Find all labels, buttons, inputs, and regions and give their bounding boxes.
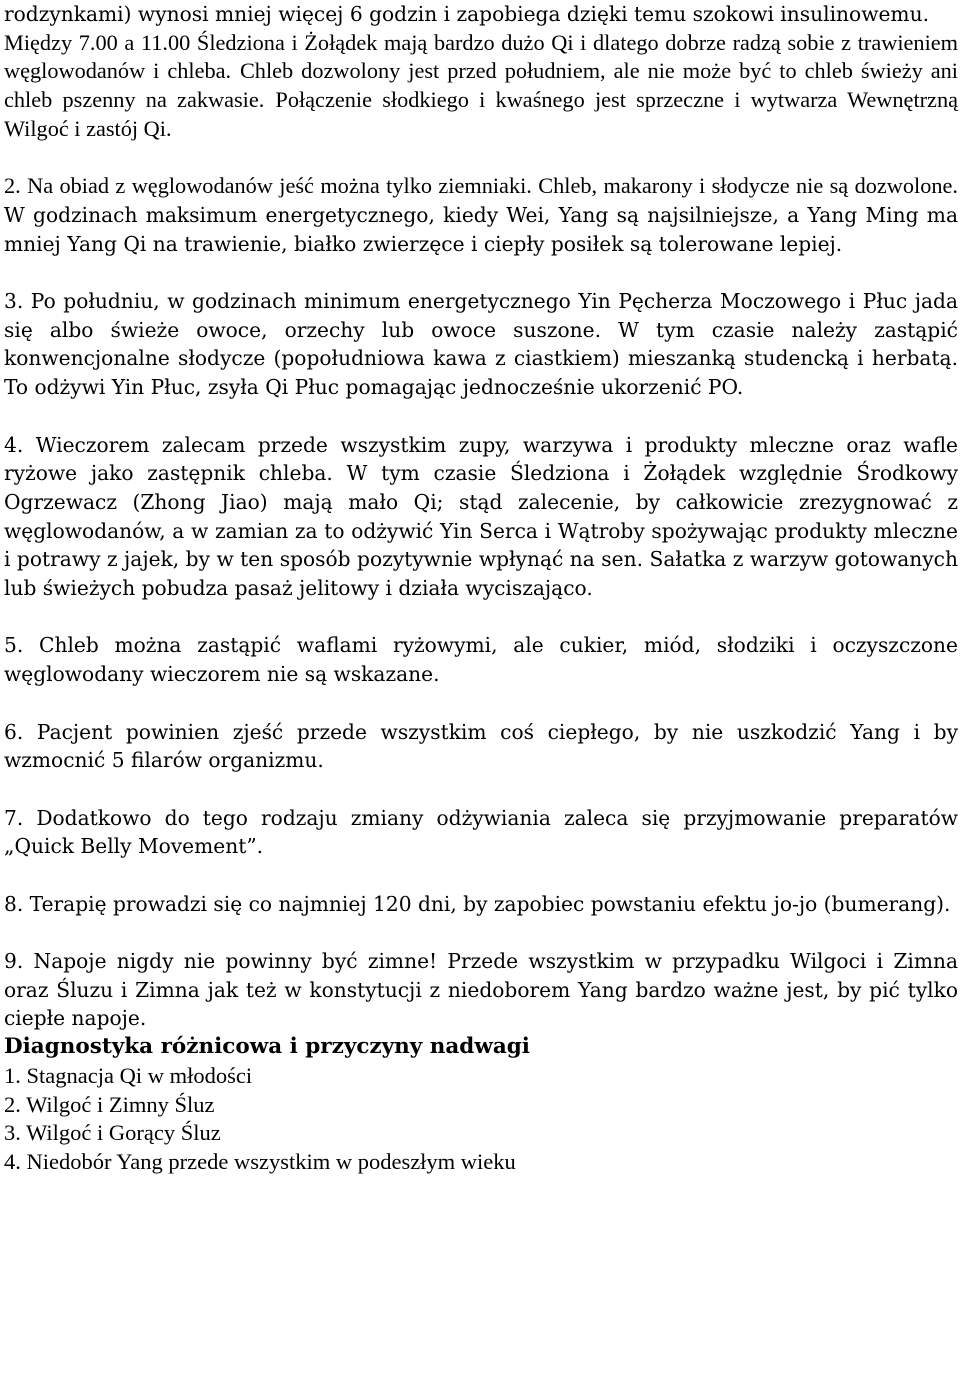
paragraph-item-3 (4, 287, 958, 402)
text-item-7: 7. Dodatkowo do tego rodzaju zmiany odżywiania zaleca się przyjmowanie preparatów „Quick Belly Movement”. (4, 805, 958, 859)
list-item: 2. Wilgoć i Zimny Śluz (4, 1091, 215, 1117)
section-heading: Diagnostyka różnicowa i przyczyny nadwagi (4, 1034, 530, 1060)
list-item: 3. Wilgoć i Gorący Śluz (4, 1120, 221, 1146)
text-morning-spleen: Między 7.00 a 11.00 Śledziona i Żołądek mają bardzo dużo Qi i dlatego dobrze radzą sobie z trawieniem węglowodanów i chleba. (4, 29, 958, 84)
text-item-4-salad: Sałatka z warzyw gotowanych lub świeżych pobudza pasaż jelitowy i działa wyciszająco. (4, 547, 958, 601)
text-item-6: 6. Pacjent powinien zjeść przede wszystkim coś ciepłego, by nie uszkodzić Yang i by wzmocnić 5 filarów organizmu. (4, 719, 958, 773)
paragraph-breakfast-end (4, 0, 958, 29)
paragraph-item-6 (4, 718, 958, 775)
text-breakfast-end: rodzynkami) wynosi mniej więcej 6 godzin i zapobiega dzięki temu szokowi insulinowemu. (4, 2, 929, 26)
text-item-3-afternoon: 3. Po południu, w godzinach minimum energetycznego Yin Pęcherza Moczowego i Płuc jada się albo świeże owoce, orzechy lub owoce suszone. (4, 289, 958, 342)
text-morning-bread: Chleb dozwolony jest przed południem, ale nie może być to chleb świeży ani chleb pszenny na zakwasie. (4, 58, 958, 113)
text-item-4-spleen: W tym czasie Śledziona i Żołądek względnie Środkowy Ogrzewacz (Zhong Jiao) mają mało Qi; stąd zalecenie, by całkowicie zrezygnować z węglowodanów, a w zamian za to odżywić Yin Serca i Wątroby spożywając produkty mleczne i potrawy z jajek, by w ten sposób pozytywnie wpłynąć na sen. (4, 461, 959, 572)
list-item: 4. Niedobór Yang przede wszystkim w podeszłym wieku (4, 1149, 516, 1174)
paragraph-item-2 (4, 172, 958, 258)
paragraph-item-9 (4, 947, 958, 1033)
paragraph-item-8 (4, 890, 958, 919)
text-morning-sweet-sour: Połączenie słodkiego i kwaśnego jest sprzeczne i wytwarza Wewnętrzną Wilgoć i zastój Qi. (4, 87, 958, 141)
paragraph-item-5 (4, 631, 958, 688)
text-item-3-lungs: To odżywi Yin Płuc, zsyła Qi Płuc pomagając jednocześnie ukorzenić PO. (4, 375, 744, 400)
text-item-2-maximum: W godzinach maksimum energetycznego, kiedy Wei, Yang są najsilniejsze, a Yang Ming ma mniej Yang Qi na trawienie, białko zwierzęce i ciepły posiłek są tolerowane lepiej. (4, 202, 958, 256)
text-item-4-number: 4. (4, 432, 24, 457)
text-item-3-replace: W tym czasie należy zastąpić konwencjonalne słodycze (popołudniowa kawa z ciastkiem) mieszanką studencką i herbatą. (4, 317, 958, 371)
diagnosis-list (4, 1062, 958, 1177)
paragraph-item-7 (4, 804, 958, 861)
paragraph-item-4 (4, 431, 958, 603)
text-item-2-lunch: 2. Na obiad z węglowodanów jeść można tylko ziemniaki. Chleb, makarony i słodycze nie są dozwolone. (4, 173, 958, 199)
text-item-9-warm: Przede wszystkim w przypadku Wilgoci i Zimna oraz Śluzu i Zimna jak też w konstytucji z niedoborem Yang bardzo ważne jest, by pić tylko ciepłe napoje. (4, 949, 958, 1031)
paragraph-morning (4, 29, 958, 144)
text-item-9-cold: 9. Napoje nigdy nie powinny być zimne! (4, 949, 438, 974)
list-item: 1. Stagnacja Qi w młodości (4, 1062, 253, 1088)
text-item-5: 5. Chleb można zastąpić waflami ryżowymi, ale cukier, miód, słodziki i oczyszczone węglowodany wieczorem nie są wskazane. (4, 633, 958, 687)
text-item-4-evening: Wieczorem zalecam przede wszystkim zupy, warzywa i produkty mleczne oraz wafle ryżowe jako zastępnik chleba. (4, 432, 959, 486)
text-item-8: 8. Terapię prowadzi się co najmniej 120 dni, by zapobiec powstaniu efektu jo-jo (bumerang). (4, 891, 951, 916)
